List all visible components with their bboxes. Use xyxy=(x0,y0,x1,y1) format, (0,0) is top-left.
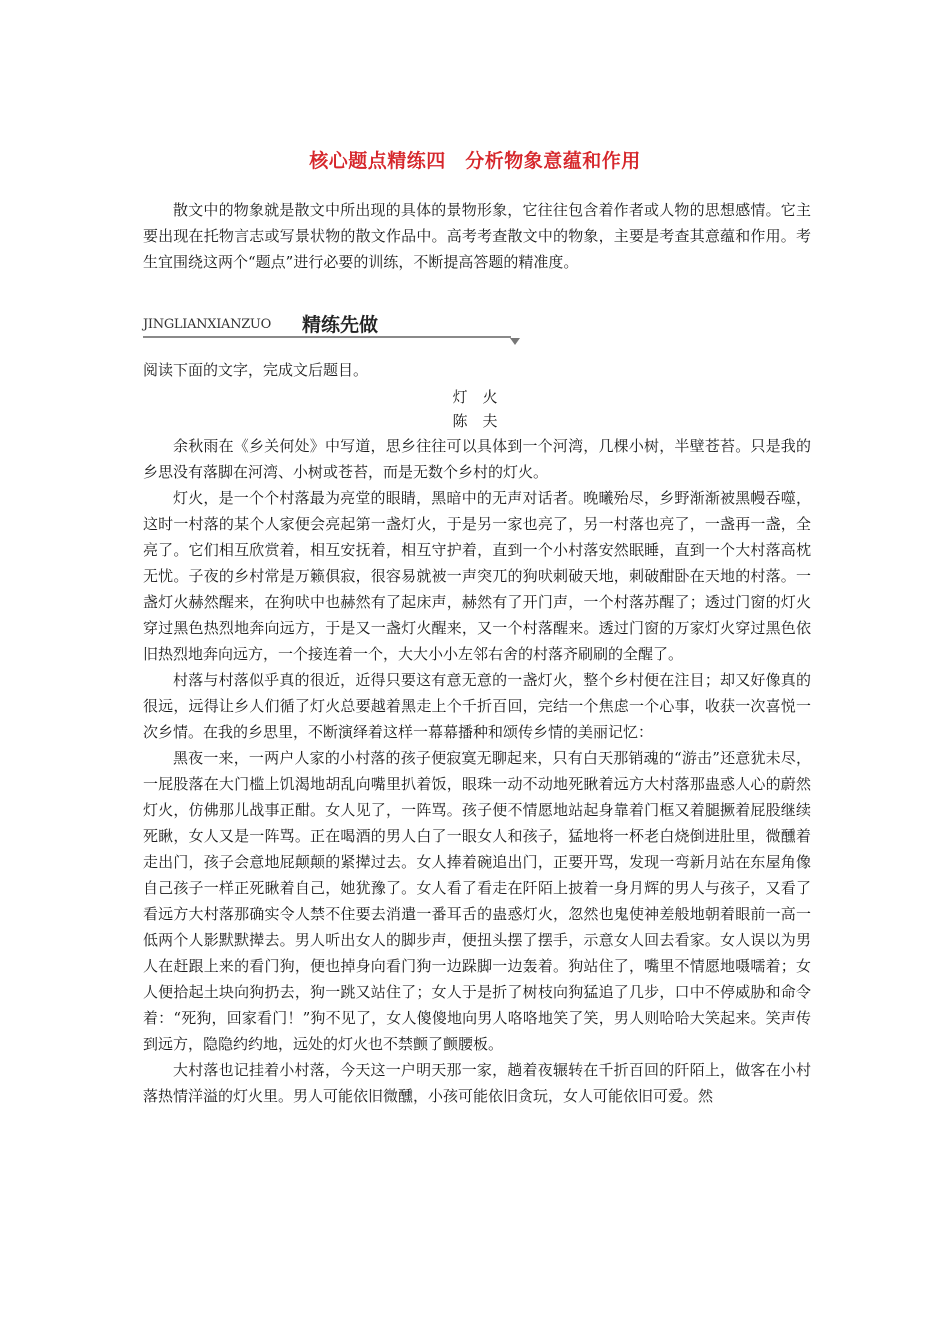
intro-paragraph: 散文中的物象就是散文中所出现的具体的景物形象，它往往包含着作者或人物的思想感情。它主要出现在托物言志或写景状物的散文作品中。高考考查散文中的物象，主要是考查其意蕴和作用。考生宜围绕这两个“题点”进行必要的训练，不断提高答题的精准度。 xyxy=(143,201,811,271)
article-paragraph: 村落与村落似乎真的很近，近得只要这有意无意的一盏灯火，整个乡村便在注目；却又好像真的很远，远得让乡人们循了灯火总要越着黑走上个千折百回，完结一个焦虑一个心事，收获一次喜悦一次乡情。在我的乡思里，不断演绎着这样一幕幕播种和颂传乡情的美丽记忆： xyxy=(143,671,811,741)
section-label: 精练先做 xyxy=(302,314,379,336)
intro-block xyxy=(143,197,811,275)
article-paragraph: 余秋雨在《乡关何处》中写道，思乡往往可以具体到一个河湾，几棵小树，半壁苍苔。只是我的乡思没有落脚在河湾、小树或苍苔，而是无数个乡村的灯火。 xyxy=(143,437,811,481)
reading-prompt: 阅读下面的文字，完成文后题目。 xyxy=(143,361,369,379)
article-paragraph: 黑夜一来，一两户人家的小村落的孩子便寂寞无聊起来，只有白天那销魂的“游击”还意犹未尽，一屁股落在大门槛上饥渴地胡乱向嘴里扒着饭，眼珠一动不动地死瞅着远方大村落那蛊惑人心的蔚然灯火，仿佛那儿战事正酣。女人见了，一阵骂。孩子便不情愿地站起身靠着门框又着腿撅着屁股继续死瞅，女人又是一阵骂。正在喝酒的男人白了一眼女人和孩子，猛地将一杯老白烧倒进肚里，微醺着走出门，孩子会意地屁颠颠的紧撵过去。女人捧着碗追出门，正要开骂，发现一弯新月站在东屋角像自己孩子一样正死瞅着自己，她犹豫了。女人看了看走在阡陌上披着一身月辉的男人与孩子，又看了看远方大村落那确实令人禁不住要去消遣一番耳舌的蛊惑灯火，忽然也鬼使神差般地朝着眼前一高一低两个人影默默撵去。男人听出女人的脚步声，便扭头摆了摆手，示意女人回去看家。女人误以为男人在赶跟上来的看门狗，便也掉身向看门狗一边跺脚一边轰着。狗站住了，嘴里不情愿地嗫嚅着；女人便拾起土块向狗扔去，狗一跳又站住了；女人于是折了树枝向狗猛追了几步，口中不停威胁和命令着：“死狗，回家看门！”狗不见了，女人傻傻地向男人咯咯地笑了笑，男人则哈哈大笑起来。笑声传到远方，隐隐约约地，远处的灯火也不禁颤了颤腰板。 xyxy=(143,749,811,1053)
section-header xyxy=(143,308,523,348)
article-paragraph: 大村落也记挂着小村落，今天这一户明天那一家，趟着夜辗转在千折百回的阡陌上，做客在小村落热情洋溢的灯火里。男人可能依旧微醺，小孩可能依旧贪玩，女人可能依旧可爱。然 xyxy=(143,1061,811,1105)
page-title: 核心题点精练四 分析物象意蕴和作用 xyxy=(309,150,641,172)
article-author: 陈 夫 xyxy=(452,412,498,430)
section-pinyin: JINGLIANXIANZUO xyxy=(143,317,271,332)
article-body xyxy=(143,433,811,1109)
article-paragraph: 灯火，是一个个村落最为亮堂的眼睛，黑暗中的无声对话者。晚曦殆尽，乡野渐渐被黑幔吞噬，这时一村落的某个人家便会亮起第一盏灯火，于是另一家也亮了，另一村落也亮了，一盏再一盏，全亮了。它们相互欣赏着，相互安抚着，相互守护着，直到一个小村落安然眠睡，直到一个大村落高枕无忧。子夜的乡村常是万籁俱寂，很容易就被一声突兀的狗吠刺破天地，刺破酣卧在天地的村落。一盏灯火赫然醒来，在狗吠中也赫然有了起床声，赫然有了开门声，一个村落苏醒了；透过门窗的灯火穿过黑色热烈地奔向远方，于是又一盏灯火醒来，又一个村落醒来。透过门窗的万家灯火穿过黑色依旧热烈地奔向远方，一个接连着一个，大大小小左邻右舍的村落齐刷刷的全醒了。 xyxy=(143,489,811,663)
triangle-marker-icon xyxy=(510,338,520,345)
article-title: 灯 火 xyxy=(452,388,498,406)
section-divider xyxy=(143,336,511,338)
